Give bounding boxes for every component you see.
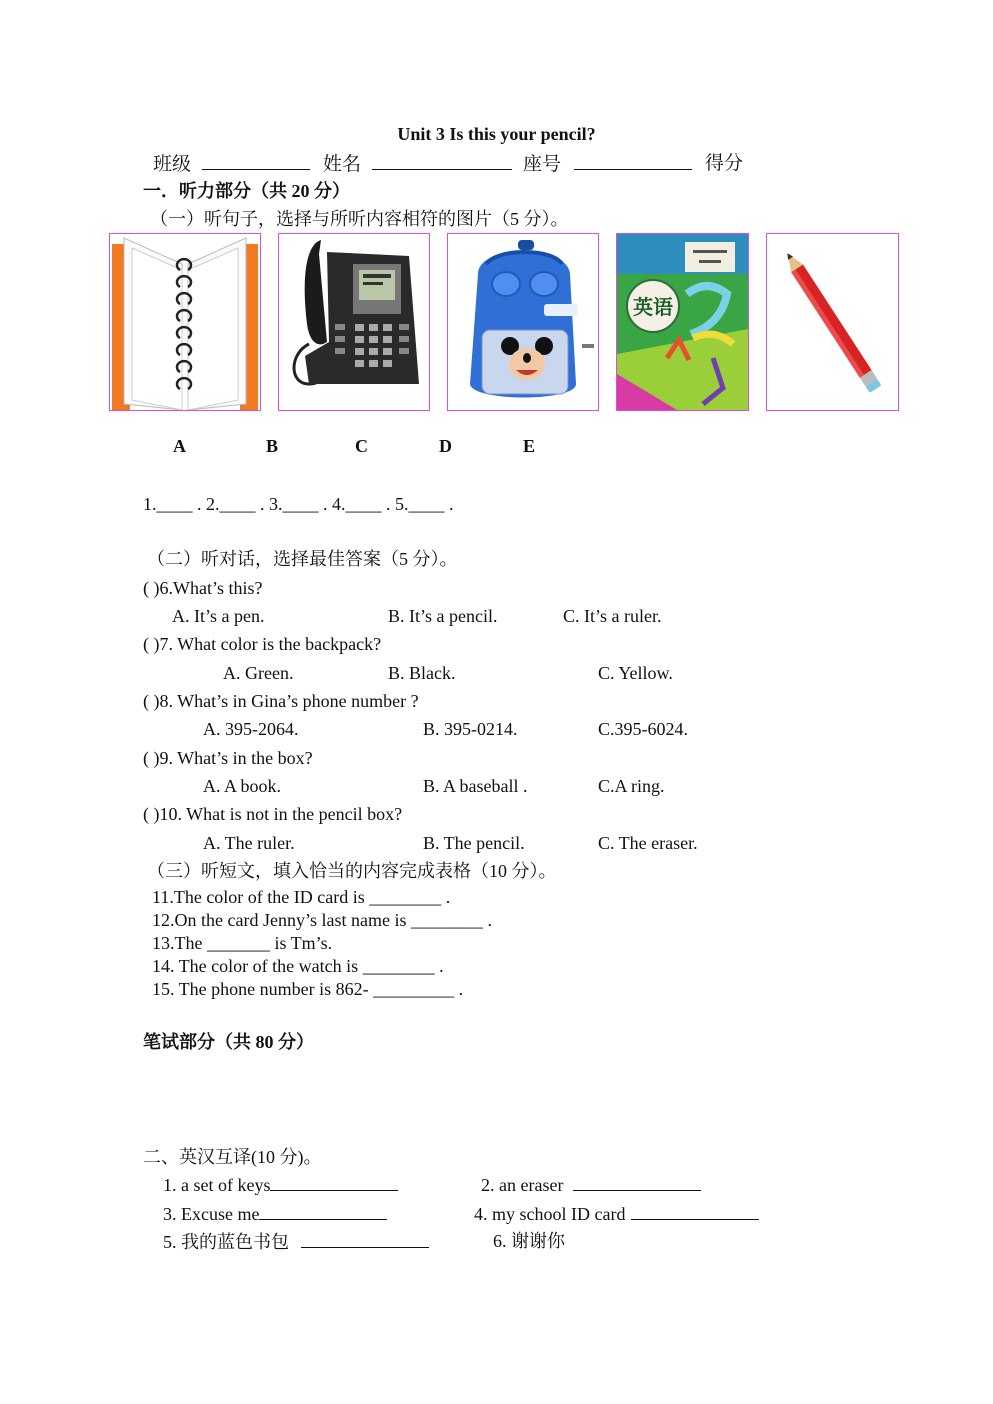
translation-item-1-text: 1. a set of keys: [163, 1175, 271, 1195]
textbook-icon: [617, 234, 748, 410]
picture-letter-a: A: [173, 436, 186, 456]
seat-label: 座号: [523, 154, 562, 175]
fill-item-13[interactable]: 13.The _______ is Tm’s.: [152, 933, 333, 953]
picture-letter-b: B: [266, 436, 279, 456]
picture-letter-d: D: [439, 436, 452, 456]
translation-item-2-blank[interactable]: [573, 1174, 701, 1191]
telephone-icon: [279, 234, 429, 410]
translation-item-6[interactable]: 6. 谢谢你: [493, 1231, 565, 1251]
name-label: 姓名: [323, 154, 362, 175]
q10-option-c: C. The eraser.: [598, 833, 698, 853]
q7-option-a: A. Green.: [223, 663, 294, 683]
question-6[interactable]: ( )6.What’s this?: [143, 578, 263, 598]
q10-option-a: A. The ruler.: [203, 833, 295, 853]
q9-option-b: B. A baseball .: [423, 776, 528, 796]
question-10[interactable]: ( )10. What is not in the pencil box?: [143, 804, 403, 824]
picture-b: [278, 233, 430, 411]
question-9[interactable]: ( )9. What’s in the box?: [143, 748, 313, 768]
q9-option-c: C.A ring.: [598, 776, 665, 796]
q8-option-c: C.395-6024.: [598, 719, 688, 739]
picture-e: [766, 233, 899, 411]
part3-instruction: （三）听短文，填入恰当的内容完成表格（10 分）。: [147, 861, 557, 881]
q8-option-b: B. 395-0214.: [423, 719, 518, 739]
q10-option-b: B. The pencil.: [423, 833, 525, 853]
fill-item-14[interactable]: 14. The color of the watch is ________ .: [152, 956, 444, 976]
q7-option-c: C. Yellow.: [598, 663, 673, 683]
picture-letter-c: C: [355, 436, 368, 456]
picture-c: [447, 233, 599, 411]
name-blank[interactable]: [372, 153, 512, 170]
score-label: 得分: [705, 153, 744, 174]
translation-item-3-text: 3. Excuse me: [163, 1204, 260, 1224]
fill-item-15[interactable]: 15. The phone number is 862- _________ .: [152, 979, 464, 999]
picture-letter-e: E: [523, 436, 536, 456]
page-title: Unit 3 Is this your pencil?: [397, 124, 596, 144]
seat-field: [523, 153, 692, 177]
translation-item-3-blank[interactable]: [259, 1203, 387, 1220]
translation-item-4-blank[interactable]: [631, 1203, 759, 1220]
translation-item-5[interactable]: [163, 1231, 429, 1254]
seat-blank[interactable]: [574, 153, 692, 170]
q6-option-a: A. It’s a pen.: [172, 606, 265, 626]
name-field: [323, 153, 512, 177]
translation-item-4-text: 4. my school ID card: [474, 1204, 626, 1224]
q8-option-a: A. 395-2064.: [203, 719, 299, 739]
part2-instruction: （二）听对话，选择最佳答案（5 分）。: [147, 549, 458, 569]
listening-heading: 一．听力部分（共 20 分）: [143, 181, 350, 201]
picture-d: [616, 233, 749, 411]
fill-item-11[interactable]: 11.The color of the ID card is ________ .: [152, 887, 451, 907]
translation-item-5-blank[interactable]: [301, 1231, 429, 1248]
notebook-icon: [110, 234, 260, 410]
translation-item-4[interactable]: [474, 1203, 759, 1226]
translation-item-5-text: 5. 我的蓝色书包: [163, 1232, 289, 1252]
q6-option-c: C. It’s a ruler.: [563, 606, 662, 626]
fill-item-12[interactable]: 12.On the card Jenny’s last name is ________ .: [152, 910, 492, 930]
question-8[interactable]: ( )8. What’s in Gina’s phone number ?: [143, 691, 419, 711]
class-blank[interactable]: [202, 153, 310, 170]
textbook-title: 英语: [633, 295, 673, 319]
backpack-icon: [448, 234, 598, 410]
picture-a: [109, 233, 261, 411]
translation-item-1-blank[interactable]: [270, 1174, 398, 1191]
pencil-icon: [767, 234, 898, 410]
written-heading: 笔试部分（共 80 分）: [143, 1032, 314, 1052]
q9-option-a: A. A book.: [203, 776, 282, 796]
question-7[interactable]: ( )7. What color is the backpack?: [143, 634, 382, 654]
translation-heading: 二、英汉互译(10 分)。: [143, 1147, 322, 1167]
class-label: 班级: [153, 154, 192, 175]
translation-item-1[interactable]: [163, 1174, 398, 1197]
translation-item-2-text: 2. an eraser: [481, 1175, 564, 1195]
translation-item-2[interactable]: [481, 1174, 701, 1197]
q7-option-b: B. Black.: [388, 663, 456, 683]
part1-instruction: （一）听句子，选择与所听内容相符的图片（5 分）。: [150, 209, 569, 229]
part1-answer-line[interactable]: 1.____ . 2.____ . 3.____ . 4.____ . 5.____ .: [143, 494, 454, 514]
class-field: [153, 153, 310, 177]
translation-item-3[interactable]: [163, 1203, 387, 1226]
q6-option-b: B. It’s a pencil.: [388, 606, 498, 626]
